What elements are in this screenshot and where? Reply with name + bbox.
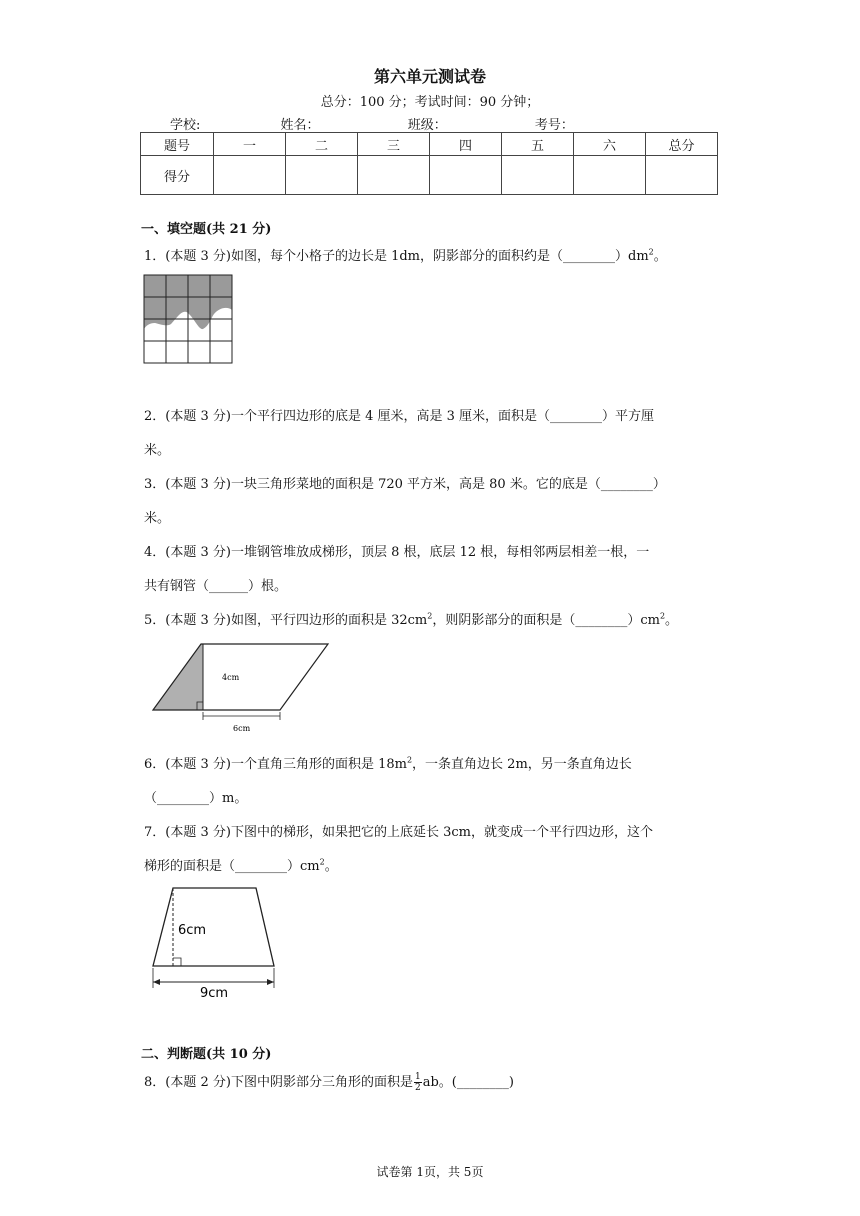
- section-title-fill-in: 一、填空题(共 21 分): [141, 222, 272, 237]
- score-table-header-row: [141, 133, 718, 156]
- score-table-col-4: 四: [430, 133, 502, 156]
- parallelogram-figure: [150, 640, 332, 736]
- score-cell[interactable]: [214, 156, 286, 195]
- arrowhead-left: [153, 979, 160, 985]
- base-label: 9cm: [200, 986, 229, 1000]
- question-7: [144, 816, 720, 884]
- question-4: [144, 536, 720, 604]
- superscript: 2: [659, 611, 666, 621]
- score-table-col-6: 六: [574, 133, 646, 156]
- question-7-line1: 7．(本题 3 分)下图中的梯形，如果把它的上底延长 3cm，就变成一个平行四边形，这个: [144, 825, 653, 840]
- score-table-row2-label: 得分: [141, 156, 214, 195]
- question-1-tail: 。: [653, 249, 667, 264]
- score-table-row1-label: 题号: [141, 133, 214, 156]
- score-cell[interactable]: [574, 156, 646, 195]
- score-cell[interactable]: [646, 156, 718, 195]
- score-table-col-total: 总分: [646, 133, 718, 156]
- superscript: 2: [648, 247, 654, 257]
- question-3: [144, 468, 720, 536]
- grid-shaded-figure: [143, 274, 233, 364]
- arrowhead-right: [267, 979, 274, 985]
- question-3-line1: 3．(本题 3 分)一块三角形菜地的面积是 720 平方米，高是 80 米。它的底是（________）: [144, 477, 666, 492]
- question-2-line1: 2．(本题 3 分)一个平行四边形的底是 4 厘米，高是 3 厘米，面积是（________）平方厘: [144, 409, 655, 424]
- score-table: [140, 132, 718, 195]
- superscript: 2: [406, 755, 413, 765]
- question-8-text: 8．(本题 2 分)下图中阴影部分三角形的面积是: [144, 1075, 413, 1090]
- score-table-score-row: [141, 156, 718, 195]
- class-label: 班级：: [407, 118, 447, 133]
- question-5-mid: ，则阴影部分的面积是（________）cm: [432, 613, 660, 628]
- question-4-line2: 共有钢管（______）根。: [144, 579, 288, 594]
- height-label: 4cm: [222, 673, 240, 682]
- school-blank: [200, 118, 276, 133]
- fraction-one-half: [414, 1072, 422, 1093]
- question-7-tail: 。: [324, 859, 338, 874]
- superscript: 2: [319, 857, 325, 867]
- question-6-mid: ，一条直角边长 2m，另一条直角边长: [412, 757, 632, 772]
- question-8: [144, 1066, 720, 1100]
- question-6-line2: （________）m。: [144, 791, 248, 806]
- question-5: [144, 604, 720, 638]
- fraction-numerator: 1: [414, 1072, 421, 1082]
- question-6: [144, 748, 720, 816]
- score-cell[interactable]: [502, 156, 574, 195]
- question-6-text: 6．(本题 3 分)一个直角三角形的面积是 18m: [144, 757, 407, 772]
- base-label: 6cm: [233, 724, 251, 733]
- question-8-after: ab。(________): [422, 1075, 514, 1090]
- question-1-text: 1．(本题 3 分)如图，每个小格子的边长是 1dm，阴影部分的面积约是（________）dm: [144, 249, 649, 264]
- question-2: [144, 400, 720, 468]
- score-table-col-2: 二: [286, 133, 358, 156]
- page-footer: 试卷第 1页，共 5页: [376, 1165, 484, 1179]
- exam-no-label: 考号：: [534, 118, 574, 133]
- fraction-denominator: 2: [414, 1083, 421, 1093]
- trapezoid-figure: [148, 884, 280, 1000]
- exam-no-blank: [574, 118, 658, 133]
- height-label: 6cm: [178, 923, 207, 938]
- score-table-col-5: 五: [502, 133, 574, 156]
- score-cell[interactable]: [358, 156, 430, 195]
- question-4-line1: 4．(本题 3 分)一堆钢管堆放成梯形，顶层 8 根，底层 12 根，每相邻两层相差一根，一: [144, 545, 650, 560]
- exam-subtitle: 总分：100 分；考试时间：90 分钟；: [320, 95, 540, 110]
- name-blank: [320, 118, 404, 133]
- class-blank: [447, 118, 531, 133]
- score-cell[interactable]: [430, 156, 502, 195]
- question-7-line2: 梯形的面积是（________）cm: [144, 859, 320, 874]
- right-angle-mark: [173, 958, 181, 966]
- school-label: 学校:: [170, 118, 201, 133]
- name-label: 姓名：: [280, 118, 320, 133]
- section-title-true-false: 二、判断题(共 10 分): [141, 1047, 272, 1062]
- question-3-line2: 米。: [144, 511, 171, 526]
- question-5-tail: 。: [665, 613, 679, 628]
- page-title: 第六单元测试卷: [373, 67, 486, 86]
- score-cell[interactable]: [286, 156, 358, 195]
- trapezoid-outline: [153, 888, 274, 966]
- score-table-col-1: 一: [214, 133, 286, 156]
- superscript: 2: [427, 611, 433, 621]
- question-5-text: 5．(本题 3 分)如图，平行四边形的面积是 32cm: [144, 613, 428, 628]
- question-1: [144, 240, 720, 274]
- student-info-line: [170, 114, 658, 133]
- score-table-col-3: 三: [358, 133, 430, 156]
- question-2-line2: 米。: [144, 443, 171, 458]
